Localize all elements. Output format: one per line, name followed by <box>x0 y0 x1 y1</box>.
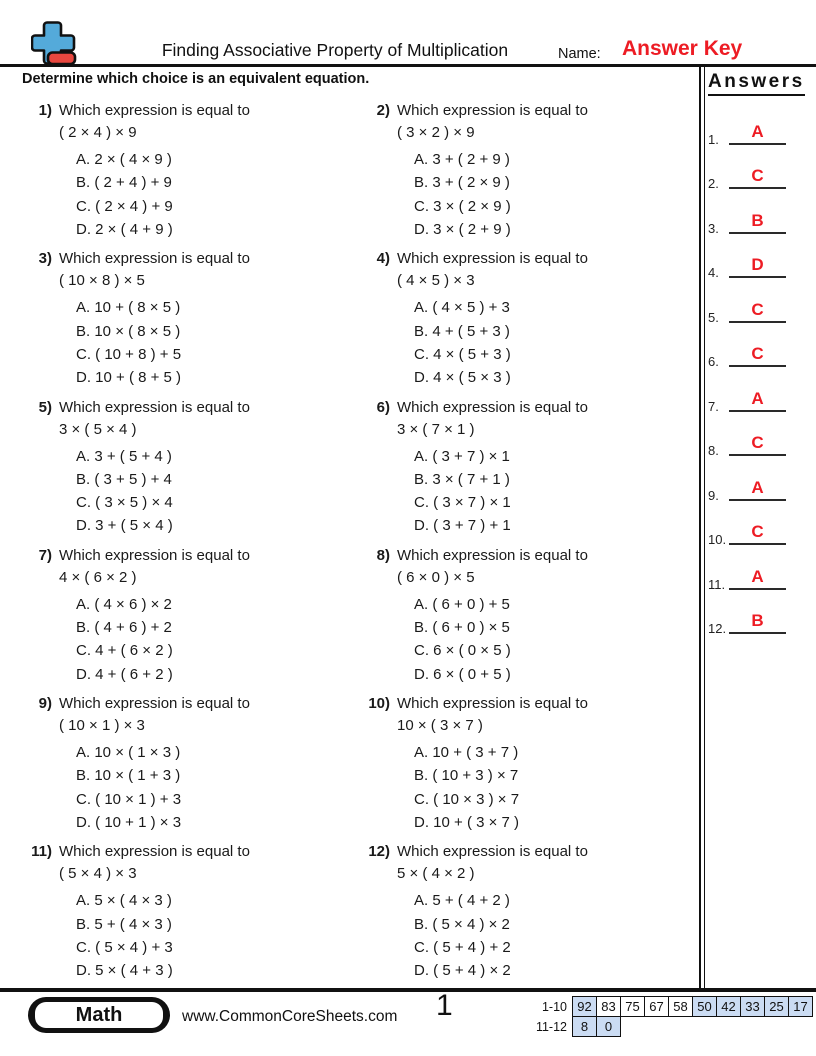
answer-letter: C <box>751 433 764 452</box>
answer-item <box>699 198 816 243</box>
choice-option: A. 10 + ( 3 + 7 ) <box>414 744 519 762</box>
question-block <box>360 685 698 833</box>
score-cell: 0 <box>597 1017 621 1037</box>
score-cell: 83 <box>597 997 621 1017</box>
answer-number: 11. <box>708 576 726 592</box>
answer-blank-line <box>729 256 786 278</box>
score-range-label: 1-10 <box>541 999 567 1014</box>
answer-letter: B <box>751 611 764 630</box>
question-body <box>59 545 360 685</box>
choice-option: D. 5 × ( 4 + 3 ) <box>76 962 173 980</box>
answer-blank-line <box>729 390 786 412</box>
question-number: 4) <box>376 250 390 268</box>
answer-item <box>699 465 816 510</box>
answer-number: 3. <box>708 220 719 236</box>
question-block <box>22 240 360 388</box>
choice-option: A. 5 × ( 4 × 3 ) <box>76 892 172 910</box>
score-cell: 58 <box>669 997 693 1017</box>
answer-number: 4. <box>708 265 719 280</box>
question-number: 7) <box>38 546 52 564</box>
answer-blank-line <box>729 167 786 189</box>
question-prompt: Which expression is equal to <box>397 250 588 268</box>
question-prompt: Which expression is equal to <box>59 102 250 119</box>
question-body <box>59 100 360 240</box>
answer-letter: D <box>751 255 764 274</box>
score-cell: 42 <box>717 997 741 1017</box>
question-prompt: Which expression is equal to <box>59 695 250 713</box>
answer-blank-line <box>729 123 786 145</box>
answer-blank-line <box>729 345 786 367</box>
choice-option: C. ( 3 × 5 ) × 4 <box>76 494 173 512</box>
choice-option: C. 6 × ( 0 × 5 ) <box>414 642 511 660</box>
choice-option: A. 3 + ( 5 + 4 ) <box>76 447 172 465</box>
choice-option: B. ( 10 + 3 ) × 7 <box>414 767 519 785</box>
choice-list <box>397 889 698 982</box>
question-expression: 3 × ( 5 × 4 ) <box>59 420 137 438</box>
choice-option: C. ( 10 × 3 ) × 7 <box>414 790 520 808</box>
choice-option: D. 10 + ( 3 × 7 ) <box>414 814 520 832</box>
question-block <box>360 389 698 537</box>
choice-option: D. 4 × ( 5 × 3 ) <box>414 369 511 387</box>
choice-option: C. 4 + ( 6 × 2 ) <box>76 642 173 660</box>
instruction-text: Determine which choice is an equivalent equation. <box>22 71 370 87</box>
score-range-label: 11-12 <box>535 1019 567 1034</box>
answer-item <box>699 109 816 154</box>
question-expression: ( 10 × 1 ) × 3 <box>59 717 145 735</box>
choice-option: A. ( 4 × 5 ) + 3 <box>414 299 510 317</box>
score-cell: 50 <box>693 997 717 1017</box>
answers-list <box>699 109 816 643</box>
choice-option: B. ( 3 + 5 ) + 4 <box>76 470 172 488</box>
question-block <box>22 833 360 981</box>
answer-letter: C <box>751 344 764 363</box>
question-number: 11) <box>31 843 52 861</box>
question-expression: ( 6 × 0 ) × 5 <box>397 568 475 586</box>
page-title: Finding Associative Property of Multiplication <box>161 40 509 60</box>
question-number: 8) <box>376 546 390 564</box>
question-expression: ( 5 × 4 ) × 3 <box>59 865 137 883</box>
question-body <box>59 248 360 388</box>
question-block <box>22 537 360 685</box>
choice-list <box>397 741 698 834</box>
question-prompt: Which expression is equal to <box>397 546 588 564</box>
answer-number: 10. <box>708 532 727 547</box>
choice-option: B. ( 2 + 4 ) + 9 <box>76 174 172 192</box>
answer-item <box>699 599 816 644</box>
choice-option: B. 5 + ( 4 × 3 ) <box>76 915 172 933</box>
subject-badge <box>28 997 170 1033</box>
questions-grid <box>22 92 698 982</box>
choice-list <box>59 445 360 538</box>
answer-letter: A <box>751 121 764 141</box>
choice-option: B. ( 5 × 4 ) × 2 <box>414 915 510 933</box>
answer-letter: A <box>751 477 764 497</box>
choice-list <box>59 593 360 686</box>
score-cell: 8 <box>573 1017 597 1037</box>
choice-list <box>397 148 698 241</box>
answer-number: 7. <box>708 398 719 414</box>
answer-number: 5. <box>708 309 719 325</box>
answer-letter: C <box>751 522 764 541</box>
question-body <box>59 841 360 981</box>
question-expression: 10 × ( 3 × 7 ) <box>397 717 483 735</box>
choice-option: B. 3 × ( 7 + 1 ) <box>414 470 510 488</box>
choice-option: B. ( 6 + 0 ) × 5 <box>414 619 510 637</box>
question-prompt: Which expression is equal to <box>59 398 250 416</box>
choice-list <box>59 741 360 834</box>
question-body <box>397 248 698 388</box>
score-table <box>536 996 813 1037</box>
answer-number: 1. <box>708 131 719 147</box>
answer-blank-line <box>729 479 786 501</box>
answers-panel-title: Answers <box>708 71 805 96</box>
choice-option: C. ( 10 + 8 ) + 5 <box>76 345 182 363</box>
question-body <box>397 100 698 240</box>
answer-number: 12. <box>708 621 727 636</box>
choice-option: D. ( 10 + 1 ) × 3 <box>76 814 182 832</box>
website-url: www.CommonCoreSheets.com <box>182 1008 398 1025</box>
choice-list <box>59 296 360 389</box>
answer-blank-line <box>729 301 786 323</box>
choice-option: B. ( 4 + 6 ) + 2 <box>76 619 172 637</box>
answer-item <box>699 376 816 421</box>
question-block <box>22 389 360 537</box>
question-block <box>360 92 698 240</box>
score-cell: 92 <box>573 997 597 1017</box>
footer <box>0 989 816 1056</box>
choice-list <box>59 889 360 982</box>
question-number: 12) <box>368 843 390 861</box>
question-expression: ( 3 × 2 ) × 9 <box>397 124 475 141</box>
question-block <box>22 92 360 240</box>
answer-item <box>699 421 816 466</box>
answer-item <box>699 154 816 199</box>
answer-item <box>699 332 816 377</box>
question-expression: 3 × ( 7 × 1 ) <box>397 420 475 438</box>
question-number: 5) <box>38 398 52 416</box>
choice-option: A. 10 × ( 1 × 3 ) <box>76 744 181 762</box>
question-body <box>397 397 698 537</box>
choice-option: D. 3 + ( 5 × 4 ) <box>76 517 173 535</box>
answer-letter: A <box>751 566 764 586</box>
answer-item <box>699 287 816 332</box>
question-number: 10) <box>368 695 390 713</box>
question-number: 2) <box>376 102 390 119</box>
answer-letter: A <box>751 388 764 408</box>
answer-letter: B <box>751 210 764 230</box>
answer-blank-line <box>729 568 786 590</box>
score-row <box>536 997 813 1017</box>
choice-list <box>397 445 698 538</box>
answer-item <box>699 243 816 288</box>
question-body <box>59 397 360 537</box>
question-expression: 5 × ( 4 × 2 ) <box>397 865 475 883</box>
page-number: 1 <box>436 989 453 1022</box>
choice-option: D. ( 3 + 7 ) + 1 <box>414 517 511 535</box>
question-expression: ( 4 × 5 ) × 3 <box>397 272 475 290</box>
choice-option: C. ( 10 × 1 ) + 3 <box>76 790 182 808</box>
question-body <box>397 545 698 685</box>
choice-option: D. 2 × ( 4 + 9 ) <box>76 220 173 238</box>
answer-blank-line <box>729 212 786 234</box>
question-prompt: Which expression is equal to <box>59 546 250 564</box>
choice-option: A. 3 + ( 2 + 9 ) <box>414 151 510 168</box>
answer-letter: C <box>751 166 764 185</box>
question-body <box>397 693 698 833</box>
question-block <box>360 537 698 685</box>
header-divider <box>0 64 816 67</box>
choice-option: D. 4 + ( 6 + 2 ) <box>76 665 173 683</box>
answer-blank-line <box>729 523 786 545</box>
score-cell: 33 <box>741 997 765 1017</box>
choice-option: B. 3 + ( 2 × 9 ) <box>414 174 510 192</box>
question-prompt: Which expression is equal to <box>59 843 250 861</box>
choice-option: C. ( 3 × 7 ) × 1 <box>414 494 511 512</box>
choice-option: B. 4 + ( 5 + 3 ) <box>414 322 510 340</box>
question-number: 1) <box>38 102 52 119</box>
subject-badge-label: Math <box>35 1002 163 1028</box>
question-number: 9) <box>38 695 52 713</box>
choice-option: A. 5 + ( 4 + 2 ) <box>414 892 510 910</box>
question-block <box>22 685 360 833</box>
answer-number: 6. <box>708 354 719 369</box>
answer-number: 9. <box>708 487 719 503</box>
question-prompt: Which expression is equal to <box>397 695 588 713</box>
choice-list <box>397 593 698 686</box>
question-expression: ( 10 × 8 ) × 5 <box>59 272 145 290</box>
choice-list <box>59 148 360 241</box>
answer-number: 8. <box>708 443 719 458</box>
choice-option: A. 2 × ( 4 × 9 ) <box>76 151 172 168</box>
question-prompt: Which expression is equal to <box>397 843 588 861</box>
answer-letter: C <box>751 299 764 319</box>
choice-option: C. ( 2 × 4 ) + 9 <box>76 197 173 215</box>
choice-option: C. 4 × ( 5 + 3 ) <box>414 345 511 363</box>
score-cell: 67 <box>645 997 669 1017</box>
question-block <box>360 240 698 388</box>
choice-option: B. 10 × ( 8 × 5 ) <box>76 322 181 340</box>
choice-option: A. ( 3 + 7 ) × 1 <box>414 447 510 465</box>
name-value-answer-key: Answer Key <box>622 37 743 60</box>
choice-option: D. 10 + ( 8 + 5 ) <box>76 369 182 387</box>
answer-blank-line <box>729 612 786 634</box>
choice-option: C. ( 5 + 4 ) + 2 <box>414 939 511 957</box>
score-cell: 75 <box>621 997 645 1017</box>
score-row <box>536 1017 813 1037</box>
choice-option: A. ( 6 + 0 ) + 5 <box>414 595 510 613</box>
choice-option: B. 10 × ( 1 + 3 ) <box>76 767 181 785</box>
score-cell: 25 <box>765 997 789 1017</box>
choice-option: A. 10 + ( 8 × 5 ) <box>76 299 181 317</box>
answer-blank-line <box>729 434 786 456</box>
question-expression: 4 × ( 6 × 2 ) <box>59 568 137 586</box>
choice-option: C. 3 × ( 2 × 9 ) <box>414 197 511 215</box>
choice-option: A. ( 4 × 6 ) × 2 <box>76 595 172 613</box>
answers-panel <box>699 67 816 988</box>
choice-option: C. ( 5 × 4 ) + 3 <box>76 939 173 957</box>
question-expression: ( 2 × 4 ) × 9 <box>59 124 137 141</box>
choice-option: D. ( 5 + 4 ) × 2 <box>414 962 511 980</box>
answer-number: 2. <box>708 176 719 191</box>
answer-item <box>699 554 816 599</box>
plus-minus-logo-icon <box>31 20 77 66</box>
choice-option: D. 3 × ( 2 + 9 ) <box>414 220 511 238</box>
name-label: Name: <box>558 46 601 62</box>
question-block <box>360 833 698 981</box>
answer-item <box>699 510 816 555</box>
question-prompt: Which expression is equal to <box>397 102 588 119</box>
score-cell: 17 <box>789 997 813 1017</box>
choice-list <box>397 296 698 389</box>
question-number: 3) <box>38 250 52 268</box>
question-body <box>397 841 698 981</box>
question-number: 6) <box>376 398 390 416</box>
question-prompt: Which expression is equal to <box>397 398 588 416</box>
choice-option: D. 6 × ( 0 + 5 ) <box>414 665 511 683</box>
question-body <box>59 693 360 833</box>
question-prompt: Which expression is equal to <box>59 250 250 268</box>
